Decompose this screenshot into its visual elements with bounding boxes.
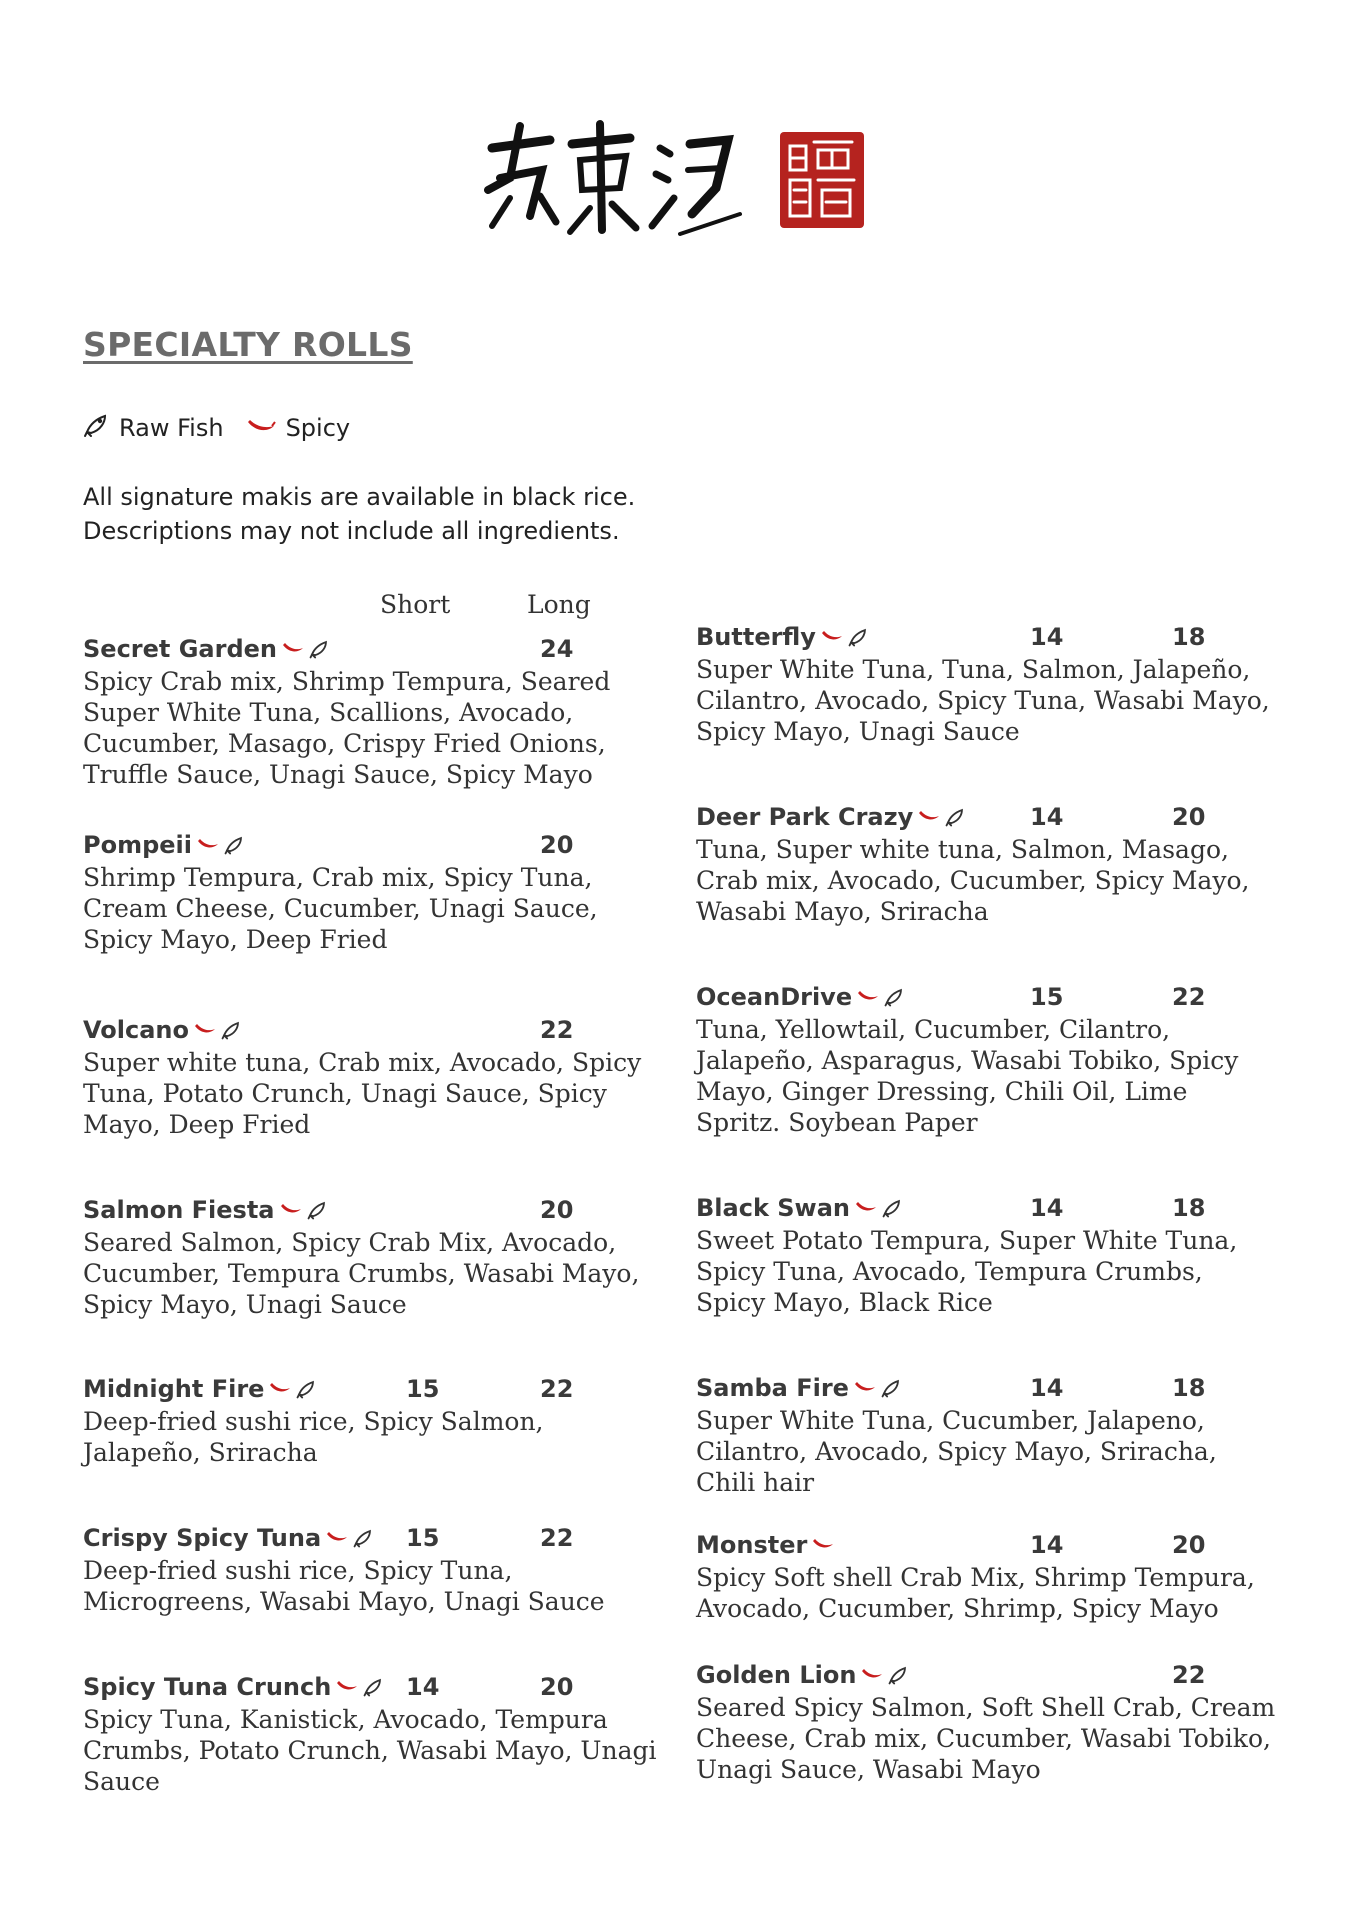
price-long: 18 — [1172, 1194, 1206, 1222]
menu-item — [696, 980, 1296, 1138]
price-long: 18 — [1172, 623, 1206, 651]
price-long: 22 — [540, 1524, 574, 1552]
item-name-line — [83, 1013, 683, 1047]
item-description: Super White Tuna, Tuna, Salmon, Jalapeño, Cilantro, Avocado, Spicy Tuna, Wasabi Mayo, Spicy Mayo, Unagi Sauce — [696, 655, 1270, 746]
chili-icon — [326, 1531, 348, 1545]
item-name-line — [83, 1521, 683, 1555]
chili-icon — [336, 1680, 358, 1694]
chili-icon — [861, 1668, 883, 1682]
price-long: 22 — [1172, 983, 1206, 1011]
item-description: Spicy Soft shell Crab Mix, Shrimp Tempura, Avocado, Cucumber, Shrimp, Spicy Mayo — [696, 1563, 1255, 1623]
item-name-line — [696, 1191, 1296, 1225]
item-name-line — [696, 980, 1296, 1014]
item-name: Spicy Tuna Crunch — [83, 1673, 332, 1701]
fish-icon — [221, 1020, 241, 1040]
item-description: Spicy Crab mix, Shrimp Tempura, Seared Super White Tuna, Scallions, Avocado, Cucumber, Masago, Crispy Fried Onions, Truffle Sauce, Unagi Sauce, Spicy Mayo — [83, 667, 611, 789]
item-name: Pompeii — [83, 831, 192, 859]
price-long: 22 — [540, 1375, 574, 1403]
legend-raw-fish-label: Raw Fish — [119, 414, 224, 442]
fish-icon — [882, 1198, 902, 1218]
fish-icon — [848, 627, 868, 647]
item-description: Sweet Potato Tempura, Super White Tuna, Spicy Tuna, Avocado, Tempura Crumbs, Spicy Mayo, Black Rice — [696, 1226, 1238, 1317]
chili-icon — [812, 1538, 834, 1552]
menu-item — [83, 1372, 683, 1468]
item-description: Spicy Tuna, Kanistick, Avocado, Tempura Crumbs, Potato Crunch, Wasabi Mayo, Unagi Sauce — [83, 1705, 657, 1796]
item-name: Samba Fire — [696, 1374, 849, 1402]
item-name-line — [83, 1372, 683, 1406]
price-long: 22 — [540, 1016, 574, 1044]
price-long: 20 — [540, 831, 574, 859]
menu-item — [696, 1191, 1296, 1318]
menu-item — [696, 1528, 1296, 1624]
item-description: Super white tuna, Crab mix, Avocado, Spicy Tuna, Potato Crunch, Unagi Sauce, Spicy Mayo, Deep Fried — [83, 1048, 642, 1139]
item-description: Seared Spicy Salmon, Soft Shell Crab, Cream Cheese, Crab mix, Cucumber, Wasabi Tobiko, Unagi Sauce, Wasabi Mayo — [696, 1693, 1276, 1784]
price-short: 14 — [1030, 1194, 1064, 1222]
chili-icon — [269, 1382, 291, 1396]
fish-icon — [945, 807, 965, 827]
item-name-line — [696, 800, 1296, 834]
legend-raw-fish — [83, 412, 224, 444]
menu-item — [83, 1670, 683, 1797]
price-short: 15 — [1030, 983, 1064, 1011]
column-header-long: Long — [527, 590, 591, 619]
price-long: 22 — [1172, 1661, 1206, 1689]
item-name: Secret Garden — [83, 635, 278, 663]
fish-icon — [884, 987, 904, 1007]
item-name: Deer Park Crazy — [696, 803, 914, 831]
note-black-rice: All signature makis are available in black rice. — [83, 483, 636, 511]
item-name: OceanDrive — [696, 983, 853, 1011]
fish-icon — [296, 1379, 316, 1399]
chili-icon — [854, 1381, 876, 1395]
item-name: Salmon Fiesta — [83, 1196, 275, 1224]
item-name-line — [696, 1658, 1296, 1692]
fish-icon — [881, 1378, 901, 1398]
menu-item — [696, 620, 1296, 747]
legend-spicy-label: Spicy — [285, 414, 351, 442]
fish-icon — [888, 1665, 908, 1685]
item-name: Crispy Spicy Tuna — [83, 1524, 322, 1552]
chili-icon — [246, 414, 286, 442]
fish-icon — [307, 1200, 327, 1220]
item-name: Black Swan — [696, 1194, 850, 1222]
price-short: 14 — [1030, 623, 1064, 651]
item-name-line — [83, 1193, 683, 1227]
note-ingredients: Descriptions may not include all ingredients. — [83, 517, 620, 545]
menu-item — [83, 828, 683, 955]
chili-icon — [855, 1201, 877, 1215]
item-name: Monster — [696, 1531, 808, 1559]
brand-logo — [480, 118, 880, 248]
item-name: Midnight Fire — [83, 1375, 265, 1403]
item-description: Deep-fried sushi rice, Spicy Tuna, Microgreens, Wasabi Mayo, Unagi Sauce — [83, 1556, 605, 1616]
price-short: 14 — [1030, 1531, 1064, 1559]
item-name-line — [696, 620, 1296, 654]
item-name: Volcano — [83, 1016, 189, 1044]
item-description: Tuna, Yellowtail, Cucumber, Cilantro, Jalapeño, Asparagus, Wasabi Tobiko, Spicy Mayo, Ginger Dressing, Chili Oil, Lime Spritz. Soybean Paper — [696, 1015, 1239, 1137]
item-description: Shrimp Tempura, Crab mix, Spicy Tuna, Cream Cheese, Cucumber, Unagi Sauce, Spicy Mayo, Deep Fried — [83, 863, 598, 954]
price-long: 20 — [540, 1196, 574, 1224]
item-name-line — [83, 632, 683, 666]
price-short: 15 — [406, 1524, 440, 1552]
fish-icon — [363, 1677, 383, 1697]
item-name-line — [696, 1371, 1296, 1405]
price-long: 20 — [1172, 1531, 1206, 1559]
price-short: 14 — [406, 1673, 440, 1701]
menu-item — [83, 1193, 683, 1320]
menu-item — [83, 1521, 683, 1617]
menu-item — [696, 800, 1296, 927]
menu-item — [83, 632, 683, 790]
legend-spicy — [246, 414, 351, 442]
chili-icon — [194, 1023, 216, 1037]
price-long: 20 — [1172, 803, 1206, 831]
chili-icon — [918, 810, 940, 824]
menu-notes — [83, 480, 635, 548]
chili-icon — [857, 990, 879, 1004]
price-short: 14 — [1030, 1374, 1064, 1402]
fish-icon — [83, 412, 119, 444]
fish-icon — [309, 639, 329, 659]
price-long: 18 — [1172, 1374, 1206, 1402]
price-long: 24 — [540, 635, 574, 663]
chili-icon — [821, 630, 843, 644]
menu-item — [696, 1371, 1296, 1498]
menu-item — [696, 1658, 1296, 1785]
item-name-line — [696, 1528, 1296, 1562]
item-name-line — [83, 1670, 683, 1704]
item-description: Deep-fried sushi rice, Spicy Salmon, Jalapeño, Sriracha — [83, 1407, 544, 1467]
price-short: 15 — [406, 1375, 440, 1403]
chili-icon — [280, 1203, 302, 1217]
item-name-line — [83, 828, 683, 862]
item-name: Golden Lion — [696, 1661, 857, 1689]
section-title: SPECIALTY ROLLS — [83, 325, 413, 364]
item-description: Super White Tuna, Cucumber, Jalapeno, Cilantro, Avocado, Spicy Mayo, Sriracha, Chili hair — [696, 1406, 1217, 1497]
fish-icon — [224, 835, 244, 855]
item-name: Butterfly — [696, 623, 816, 651]
price-long: 20 — [540, 1673, 574, 1701]
column-header-short: Short — [380, 590, 451, 619]
chili-icon — [282, 642, 304, 656]
price-short: 14 — [1030, 803, 1064, 831]
item-description: Seared Salmon, Spicy Crab Mix, Avocado, Cucumber, Tempura Crumbs, Wasabi Mayo, Spicy Mayo, Unagi Sauce — [83, 1228, 640, 1319]
chili-icon — [197, 838, 219, 852]
legend — [83, 410, 372, 446]
menu-item — [83, 1013, 683, 1140]
fish-icon — [353, 1528, 373, 1548]
item-description: Tuna, Super white tuna, Salmon, Masago, Crab mix, Avocado, Cucumber, Spicy Mayo, Wasabi Mayo, Sriracha — [696, 835, 1250, 926]
